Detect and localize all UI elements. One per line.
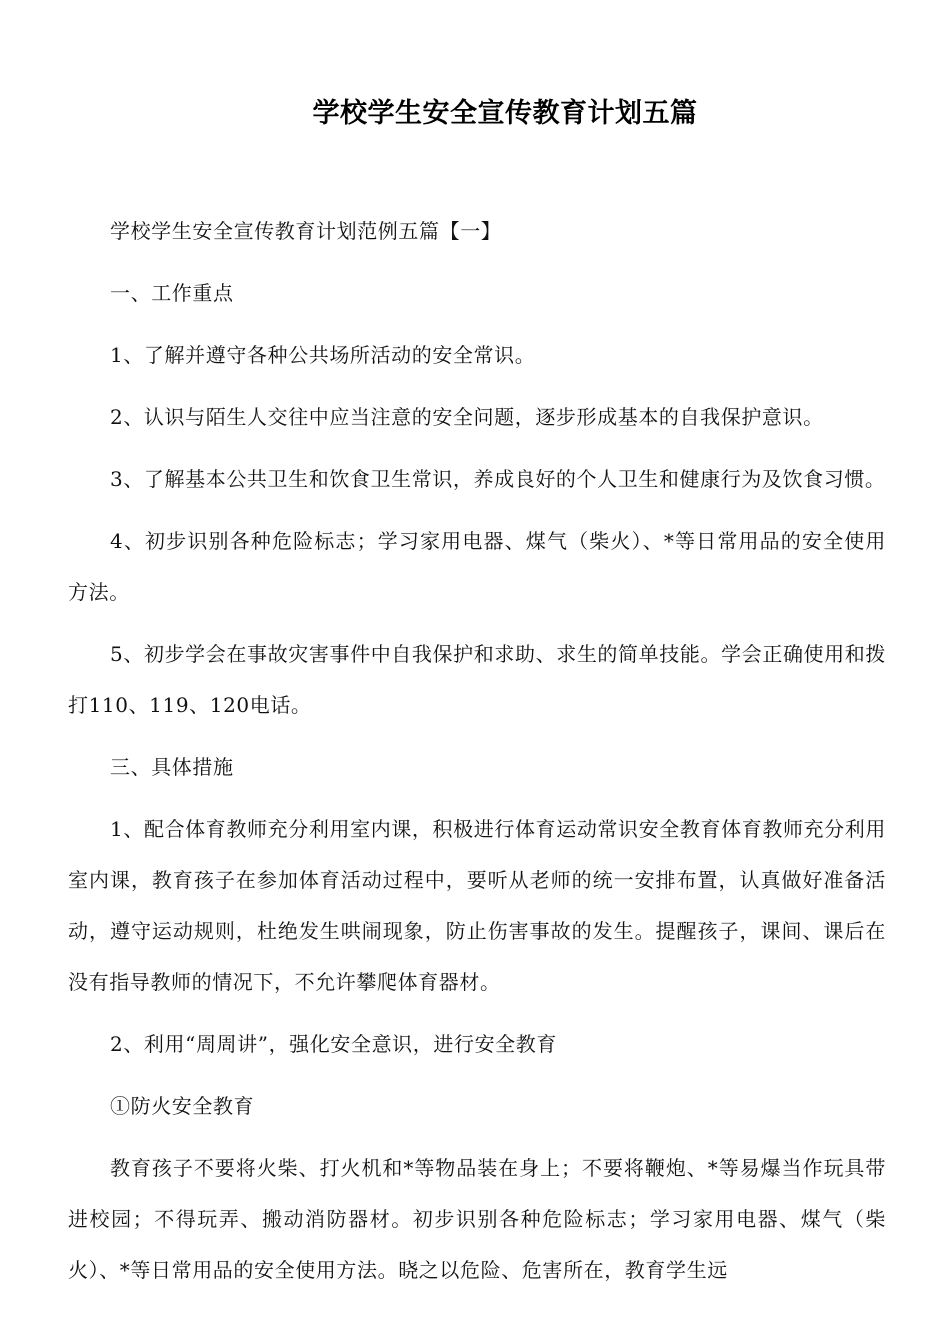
document-body: [68, 206, 886, 1307]
paragraph-measure-2: 2、利用“周周讲”，强化安全意识，进行安全教育: [110, 1032, 557, 1056]
paragraph-focus-2: 2、认识与陌生人交往中应当注意的安全问题，逐步形成基本的自我保护意识。: [110, 405, 824, 429]
section-heading-measures: 三、具体措施: [110, 755, 234, 779]
paragraph-focus-5: 5、初步学会在事故灾害事件中自我保护和求助、求生的简单技能。学会正确使用和拨打110、119、120电话。: [68, 642, 886, 717]
section-heading-work-focus: 一、工作重点: [110, 281, 234, 305]
paragraph-focus-4: 4、初步识别各种危险标志；学习家用电器、煤气（柴火）、*等日常用品的安全使用方法。: [68, 529, 886, 604]
section-heading-example-one: 学校学生安全宣传教育计划范例五篇【一】: [110, 219, 502, 243]
paragraph-focus-3: 3、了解基本公共卫生和饮食卫生常识，养成良好的个人卫生和健康行为及饮食习惯。: [110, 467, 886, 491]
paragraph-focus-1: 1、了解并遵守各种公共场所活动的安全常识。: [110, 343, 536, 367]
paragraph-fire-safety: 教育孩子不要将火柴、打火机和*等物品装在身上；不要将鞭炮、*等易爆当作玩具带进校园；不得玩弄、搬动消防器材。初步识别各种危险标志；学习家用电器、煤气（柴火）、*等日常用品的安全使用方法。晓之以危险、危害所在，教育学生远: [68, 1156, 886, 1282]
subheading-fire-safety: ①防火安全教育: [110, 1094, 255, 1118]
document-title: 学校学生安全宣传教育计划五篇: [312, 98, 698, 129]
paragraph-measure-1: 1、配合体育教师充分利用室内课，积极进行体育运动常识安全教育体育教师充分利用室内课，教育孩子在参加体育活动过程中，要听从老师的统一安排布置，认真做好准备活动，遵守运动规则，杜绝发生哄闹现象，防止伤害事故的发生。提醒孩子，课间、课后在没有指导教师的情况下，不允许攀爬体育器材。: [68, 817, 886, 994]
